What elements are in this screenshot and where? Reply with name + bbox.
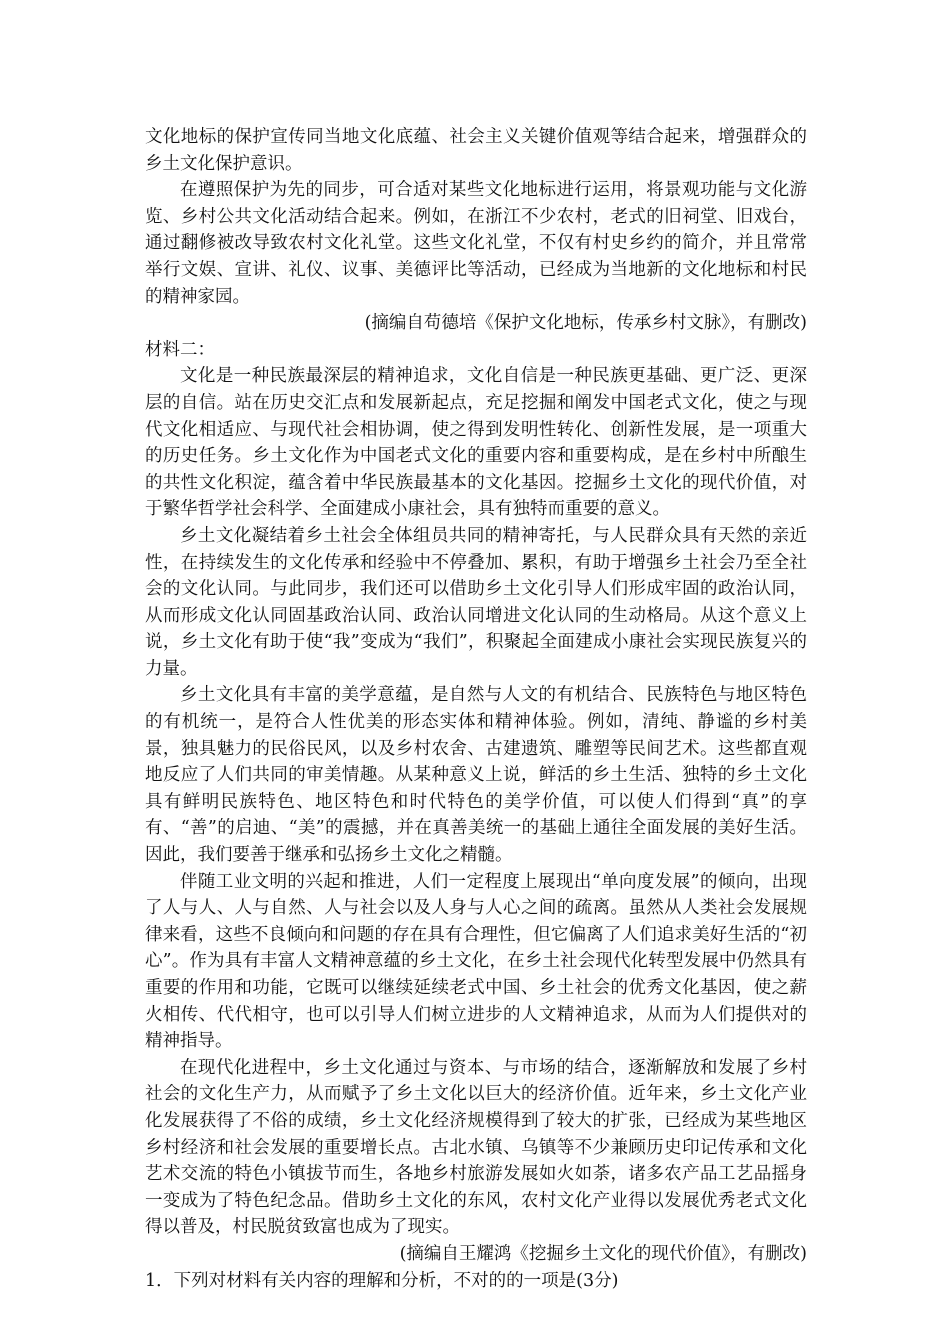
- paragraph: 文化地标的保护宣传同当地文化底蕴、社会主义关键价值观等结合起来，增强群众的乡土文化保护意识。: [145, 127, 807, 174]
- paragraph: 伴随工业文明的兴起和推进，人们一定程度上展现出“单向度发展”的倾向，出现了人与人、人与自然、人与社会以及人身与人心之间的疏离。虽然从人类社会发展规律来看，这些不良倾向和问题的存在具有合理性，但它偏离了人们追求美好生活的“初心”。作为具有丰富人文精神意蕴的乡土文化，在乡土社会现代化转型发展中仍然具有重要的作用和功能，它既可以继续延续老式中国、乡土社会的优秀文化基因，使之薪火相传、代代相守，也可以引导人们树立进步的人文精神追求，从而为人们提供对的精神指导。: [145, 871, 807, 1052]
- paragraph: 在现代化进程中，乡土文化通过与资本、与市场的结合，逐渐解放和发展了乡村社会的文化生产力，从而赋予了乡土文化以巨大的经济价值。近年来，乡土文化产业化发展获得了不俗的成绩，乡土文化经济规模得到了较大的扩张，已经成为某些地区乡村经济和社会发展的重要增长点。古北水镇、乌镇等不少兼顾历史印记传承和文化艺术交流的特色小镇拔节而生，各地乡村旅游发展如火如荼，诸多农产品工艺品摇身一变成为了特色纪念品。借助乡土文化的东风，农村文化产业得以发展优秀老式文化得以普及，村民脱贫致富也成为了现实。: [145, 1057, 807, 1238]
- document-page: [145, 124, 807, 1294]
- paragraph: 在遵照保护为先的同步，可合适对某些文化地标进行运用，将景观功能与文化游览、乡村公共文化活动结合起来。例如，在浙江不少农村，老式的旧祠堂、旧戏台，通过翻修被改导致农村文化礼堂。这些文化礼堂，不仅有村史乡约的简介，并且常常举行文娱、宣讲、礼仪、议事、美德评比等活动，已经成为当地新的文化地标和村民的精神家园。: [145, 180, 807, 307]
- question-stem: 1．下列对材料有关内容的理解和分析，不对的的一项是(3分): [145, 1270, 619, 1291]
- paragraph: 乡土文化凝结着乡土社会全体组员共同的精神寄托，与人民群众具有天然的亲近性，在持续发生的文化传承和经验中不停叠加、累积，有助于增强乡土社会乃至全社会的文化认同。与此同步，我们还可以借助乡土文化引导人们形成牢固的政治认同，从而形成文化认同固基政治认同、政治认同增进文化认同的生动格局。从这个意义上说，乡土文化有助于使“我”变成为“我们”，积聚起全面建成小康社会实现民族复兴的力量。: [145, 525, 807, 679]
- section-label: 材料二：: [145, 339, 215, 360]
- paragraph: 乡土文化具有丰富的美学意蕴，是自然与人文的有机结合、民族特色与地区特色的有机统一，是符合人性优美的形态实体和精神体验。例如，清纯、静谧的乡村美景，独具魅力的民俗民风，以及乡村农舍、古建遗筑、雕塑等民间艺术。这些都直观地反应了人们共同的审美情趣。从某种意义上说，鲜活的乡土生活、独特的乡土文化具有鲜明民族特色、地区特色和时代特色的美学价值，可以使人们得到“真”的享有、“善”的启迪、“美”的震撼，并在真善美统一的基础上通往全面发展的美好生活。因此，我们要善于继承和弘扬乡土文化之精髓。: [145, 685, 807, 866]
- paragraph: 文化是一种民族最深层的精神追求，文化自信是一种民族更基础、更广泛、更深层的自信。站在历史交汇点和发展新起点，充足挖掘和阐发中国老式文化，使之与现代文化相适应、与现代社会相协调，使之得到发明性转化、创新性发展，是一项重大的历史任务。乡土文化作为中国老式文化的重要内容和重要构成，是在乡村中所酿生的共性文化积淀，蕴含着中华民族最基本的文化基因。挖掘乡土文化的现代价值，对于繁华哲学社会科学、全面建成小康社会，具有独特而重要的意义。: [145, 366, 807, 520]
- source-citation: (摘编自王耀鸿《挖掘乡土文化的现代价值》，有删改): [399, 1243, 807, 1264]
- source-citation: (摘编自苟德培《保护文化地标，传承乡村文脉》，有删改): [364, 313, 807, 334]
